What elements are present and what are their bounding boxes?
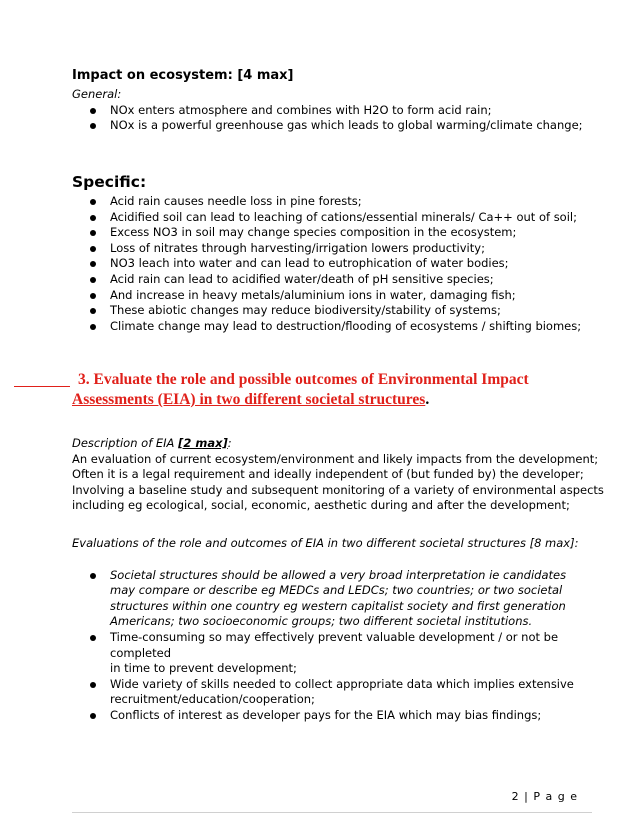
list-item: Acidified soil can lead to leaching of cations/essential minerals/ Ca++ out of soil;	[72, 210, 592, 226]
question-3-line1: 3. Evaluate the role and possible outcomes of Environmental Impact	[78, 371, 529, 388]
list-item: Conflicts of interest as developer pays for the EIA which may bias findings;	[72, 708, 612, 724]
general-list	[72, 103, 592, 134]
bullet-icon	[90, 199, 96, 205]
list-item: These abiotic changes may reduce biodiversity/stability of systems;	[72, 303, 592, 319]
bullet-icon	[90, 308, 96, 314]
page-number: 2	[511, 790, 520, 803]
bullet-icon	[90, 324, 96, 330]
bullet-icon	[90, 277, 96, 283]
bullet-icon	[90, 573, 96, 579]
impact-heading: Impact on ecosystem: [4 max]	[72, 68, 294, 83]
bullet-icon	[90, 635, 96, 641]
footer-separator: |	[524, 790, 529, 803]
general-label: General:	[72, 87, 122, 101]
list-item: Acid rain causes needle loss in pine forests;	[72, 194, 592, 210]
eia-line: Involving a baseline study and subsequent monitoring of a variety of environmental aspects	[72, 482, 604, 497]
specific-heading: Specific:	[72, 173, 147, 191]
question-underline-lead	[14, 386, 70, 387]
list-item: NO3 leach into water and can lead to eutrophication of water bodies;	[72, 256, 592, 272]
bullet-icon	[90, 713, 96, 719]
eia-description	[72, 436, 612, 514]
bullet-icon	[90, 293, 96, 299]
list-item: Time-consuming so may effectively prevent valuable development / or not be completed in time to prevent development;	[72, 630, 612, 677]
bullet-icon	[90, 682, 96, 688]
bullet-icon	[90, 261, 96, 267]
list-item: Loss of nitrates through harvesting/irrigation lowers productivity;	[72, 241, 592, 257]
eia-line: An evaluation of current ecosystem/environment and likely impacts from the development;	[72, 451, 599, 466]
impact-section	[72, 68, 592, 134]
list-item: NOx enters atmosphere and combines with H2O to form acid rain;	[72, 103, 592, 119]
list-item: Acid rain can lead to acidified water/death of pH sensitive species;	[72, 272, 592, 288]
evaluations-label: Evaluations of the role and outcomes of EIA in two different societal structures [8 max]:	[72, 536, 579, 550]
evaluations-list	[72, 568, 612, 724]
eia-line: including eg ecological, social, economic, aesthetic during and after the development;	[72, 498, 570, 513]
eia-label: Description of EIA [2 max]:	[72, 436, 232, 450]
list-item: NOx is a powerful greenhouse gas which leads to global warming/climate change;	[72, 118, 592, 134]
specific-list	[72, 194, 592, 334]
list-item: Climate change may lead to destruction/flooding of ecosystems / shifting biomes;	[72, 319, 592, 335]
question-3-heading	[72, 370, 612, 410]
bullet-icon	[90, 123, 96, 129]
list-item: Wide variety of skills needed to collect appropriate data which implies extensive recruitment/education/cooperation;	[72, 677, 612, 708]
list-item: Excess NO3 in soil may change species composition in the ecosystem;	[72, 225, 592, 241]
footer-rule	[72, 812, 592, 813]
evaluations-section	[72, 536, 612, 724]
bullet-icon	[90, 246, 96, 252]
list-item: And increase in heavy metals/aluminium ions in water, damaging fish;	[72, 288, 592, 304]
eia-line: Often it is a legal requirement and ideally independent of (but funded by) the developer;	[72, 467, 584, 482]
list-item: Societal structures should be allowed a very broad interpretation ie candidates may compare or describe eg MEDCs and LEDCs; two countries; or two societal structures within one country eg western capitalist society and first generation Americans; two socioeconomic groups; two different societal institutions.	[72, 568, 612, 630]
question-3-line2: Assessments (EIA) in two different societal structures.	[72, 391, 430, 408]
specific-section	[72, 172, 592, 334]
bullet-icon	[90, 108, 96, 114]
page-word: P a g e	[533, 790, 578, 803]
page-footer	[512, 790, 578, 803]
bullet-icon	[90, 215, 96, 221]
bullet-icon	[90, 230, 96, 236]
